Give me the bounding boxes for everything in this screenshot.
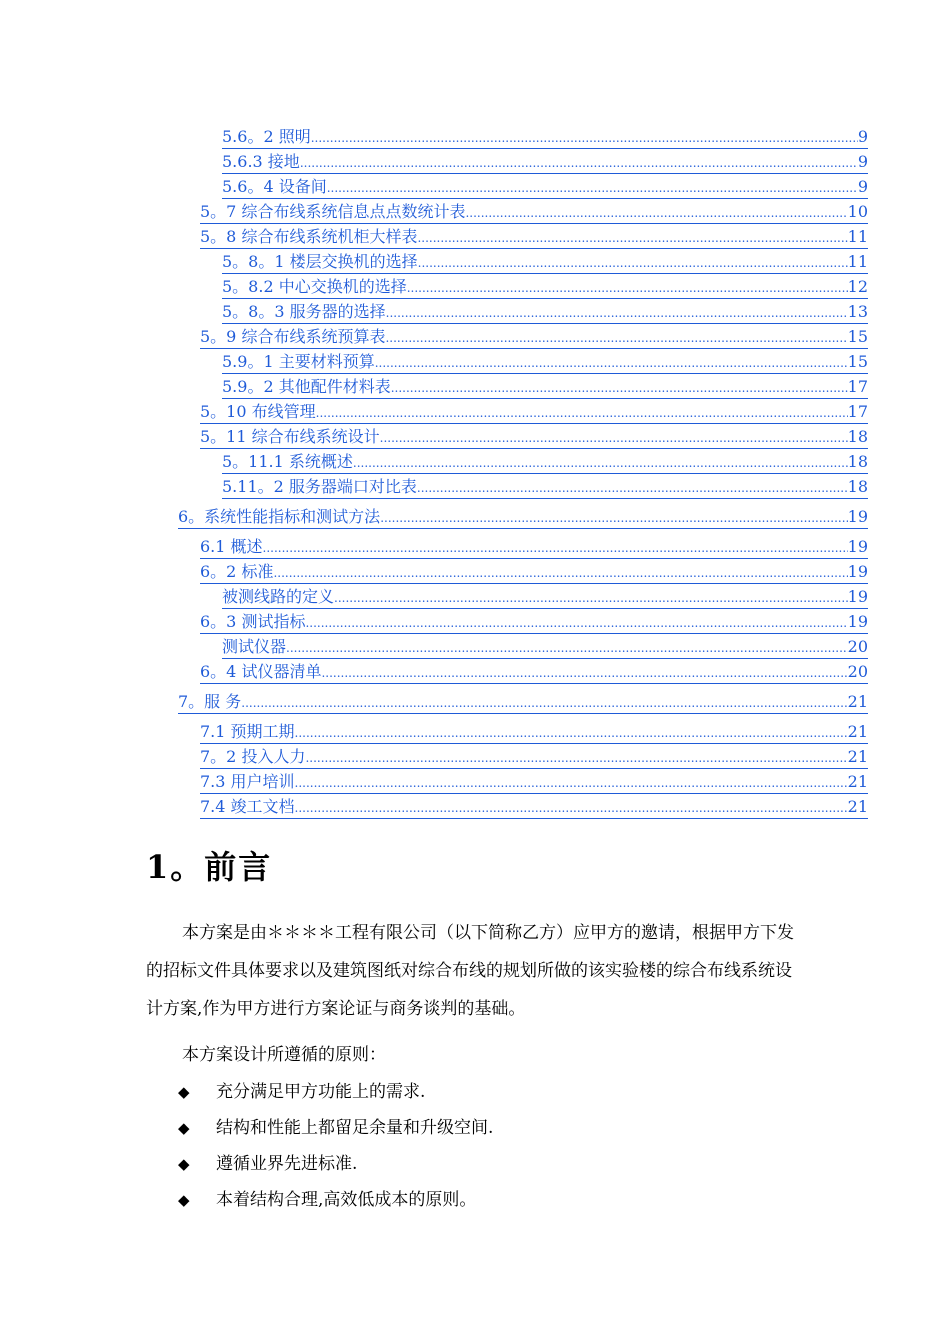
toc-entry-page: 9: [857, 127, 868, 146]
toc-leader-dots: [295, 798, 848, 818]
toc-leader-dots: [305, 748, 847, 768]
toc-leader-dots: [417, 228, 847, 248]
toc-entry[interactable]: [0, 559, 950, 584]
toc-entry-title: 测试仪器: [222, 637, 287, 656]
toc-entry-page: 15: [847, 352, 868, 371]
toc-entry[interactable]: [0, 609, 950, 634]
principles-intro: 本方案设计所遵循的原则：: [182, 1045, 386, 1065]
toc-entry[interactable]: [0, 324, 950, 349]
toc-entry-page: 10: [847, 202, 868, 221]
toc-entry-title: 7。服 务: [178, 692, 242, 711]
toc-entry[interactable]: [0, 274, 950, 299]
toc-entry-title: 6。2 标准: [200, 562, 274, 581]
principle-text: 遵循业界先进标准.: [216, 1154, 358, 1174]
toc-entry-title: 5.9。2 其他配件材料表: [222, 377, 391, 396]
toc-leader-dots: [465, 203, 847, 223]
toc-entry-title: 7.1 预期工期: [200, 722, 295, 741]
toc-leader-dots: [353, 453, 848, 473]
toc-entry[interactable]: [0, 689, 950, 714]
toc-entry[interactable]: [0, 449, 950, 474]
toc-entry-page: 21: [847, 692, 868, 711]
toc-leader-dots: [305, 613, 847, 633]
toc-entry-page: 18: [847, 427, 868, 446]
toc-entry-title: 5.6。2 照明: [222, 127, 311, 146]
toc-leader-dots: [273, 563, 847, 583]
toc-entry-page: 21: [847, 772, 868, 791]
principle-text: 充分满足甲方功能上的需求.: [216, 1082, 426, 1102]
toc-leader-dots: [380, 428, 848, 448]
toc-entry-title: 5.6.3 接地: [222, 152, 300, 171]
toc-entry-title: 5.11。2 服务器端口对比表: [222, 477, 417, 496]
toc-leader-dots: [300, 153, 858, 173]
toc-entry-title: 5。10 布线管理: [200, 402, 316, 421]
table-of-contents: [0, 124, 950, 819]
toc-entry-page: 19: [847, 612, 868, 631]
toc-entry[interactable]: [0, 659, 950, 684]
toc-entry[interactable]: [0, 399, 950, 424]
toc-entry-title: 5.9。1 主要材料预算: [222, 352, 375, 371]
toc-leader-dots: [286, 638, 848, 658]
toc-entry[interactable]: [0, 199, 950, 224]
toc-leader-dots: [385, 328, 847, 348]
principle-item: [178, 1074, 493, 1110]
toc-entry-page: 19: [847, 587, 868, 606]
toc-entry[interactable]: [0, 504, 950, 529]
diamond-bullet-icon: ◆: [178, 1155, 190, 1173]
toc-entry[interactable]: [0, 299, 950, 324]
toc-entry-page: 15: [847, 327, 868, 346]
toc-leader-dots: [391, 378, 848, 398]
toc-entry[interactable]: [0, 149, 950, 174]
toc-entry-page: 11: [847, 252, 868, 271]
toc-leader-dots: [263, 538, 848, 558]
principles-list: [178, 1074, 493, 1218]
toc-entry-page: 12: [847, 277, 868, 296]
toc-entry-title: 被测线路的定义: [222, 587, 335, 606]
toc-entry[interactable]: [0, 124, 950, 149]
toc-leader-dots: [334, 588, 848, 608]
toc-entry-page: 19: [847, 562, 868, 581]
toc-entry-page: 21: [847, 797, 868, 816]
toc-entry[interactable]: [0, 534, 950, 559]
toc-entry-page: 13: [847, 302, 868, 321]
toc-leader-dots: [316, 403, 848, 423]
principle-item: [178, 1146, 493, 1182]
toc-entry-page: 20: [847, 637, 868, 656]
diamond-bullet-icon: ◆: [178, 1119, 190, 1137]
toc-leader-dots: [417, 478, 848, 498]
toc-leader-dots: [327, 178, 858, 198]
principle-text: 结构和性能上都留足余量和升级空间.: [216, 1118, 494, 1138]
toc-entry[interactable]: [0, 794, 950, 819]
toc-entry-title: 6.1 概述: [200, 537, 263, 556]
toc-entry-page: 18: [847, 477, 868, 496]
toc-entry-page: 9: [857, 152, 868, 171]
toc-entry-title: 7。2 投入人力: [200, 747, 306, 766]
toc-entry-page: 18: [847, 452, 868, 471]
toc-entry-title: 5。9 综合布线系统预算表: [200, 327, 386, 346]
toc-leader-dots: [295, 723, 848, 743]
toc-entry-page: 11: [847, 227, 868, 246]
toc-entry-page: 9: [857, 177, 868, 196]
toc-entry-title: 7.3 用户培训: [200, 772, 295, 791]
toc-entry[interactable]: [0, 224, 950, 249]
toc-entry[interactable]: [0, 769, 950, 794]
toc-leader-dots: [295, 773, 848, 793]
intro-paragraph: 本方案是由＊＊＊＊工程有限公司（以下简称乙方）应甲方的邀请，根据甲方下发的招标文件具体要求以及建筑图纸对综合布线的规划所做的该实验楼的综合布线系统设计方案,作为甲方进行方案论证与商务谈判的基础。: [146, 923, 794, 1019]
section-heading: 1。前言: [146, 848, 273, 886]
toc-entry[interactable]: [0, 719, 950, 744]
toc-entry-title: 5。8 综合布线系统机柜大样表: [200, 227, 418, 246]
toc-entry[interactable]: [0, 634, 950, 659]
toc-entry-page: 17: [847, 377, 868, 396]
toc-entry[interactable]: [0, 374, 950, 399]
toc-entry-title: 6。系统性能指标和测试方法: [178, 507, 381, 526]
toc-entry-title: 5。8。1 楼层交换机的选择: [222, 252, 418, 271]
toc-entry-page: 21: [847, 722, 868, 741]
toc-entry-title: 5。11 综合布线系统设计: [200, 427, 380, 446]
toc-entry-title: 5.6。4 设备间: [222, 177, 327, 196]
toc-entry[interactable]: [0, 744, 950, 769]
toc-entry-page: 19: [847, 537, 868, 556]
diamond-bullet-icon: ◆: [178, 1191, 190, 1209]
toc-entry[interactable]: [0, 424, 950, 449]
toc-entry-page: 17: [847, 402, 868, 421]
principle-item: [178, 1182, 493, 1218]
diamond-bullet-icon: ◆: [178, 1083, 190, 1101]
toc-leader-dots: [418, 253, 848, 273]
toc-entry-title: 5。8.2 中心交换机的选择: [222, 277, 407, 296]
toc-leader-dots: [407, 278, 848, 298]
toc-entry[interactable]: [0, 249, 950, 274]
toc-entry-page: 19: [847, 507, 868, 526]
toc-entry-title: 5。11.1 系统概述: [222, 452, 353, 471]
principle-item: [178, 1110, 493, 1146]
toc-entry[interactable]: [0, 349, 950, 374]
toc-leader-dots: [241, 693, 847, 713]
toc-entry-title: 6。4 试仪器清单: [200, 662, 322, 681]
toc-entry-title: 6。3 测试指标: [200, 612, 306, 631]
toc-entry-page: 21: [847, 747, 868, 766]
principle-text: 本着结构合理,高效低成本的原则。: [216, 1190, 477, 1210]
toc-entry[interactable]: [0, 584, 950, 609]
toc-leader-dots: [375, 353, 848, 373]
toc-entry[interactable]: [0, 474, 950, 499]
toc-leader-dots: [386, 303, 848, 323]
toc-entry-title: 5。8。3 服务器的选择: [222, 302, 386, 321]
toc-entry-title: 5。7 综合布线系统信息点点数统计表: [200, 202, 466, 221]
toc-entry-page: 20: [847, 662, 868, 681]
toc-leader-dots: [321, 663, 847, 683]
toc-entry[interactable]: [0, 174, 950, 199]
toc-entry-title: 7.4 竣工文档: [200, 797, 295, 816]
toc-leader-dots: [380, 508, 847, 528]
toc-leader-dots: [311, 128, 858, 148]
